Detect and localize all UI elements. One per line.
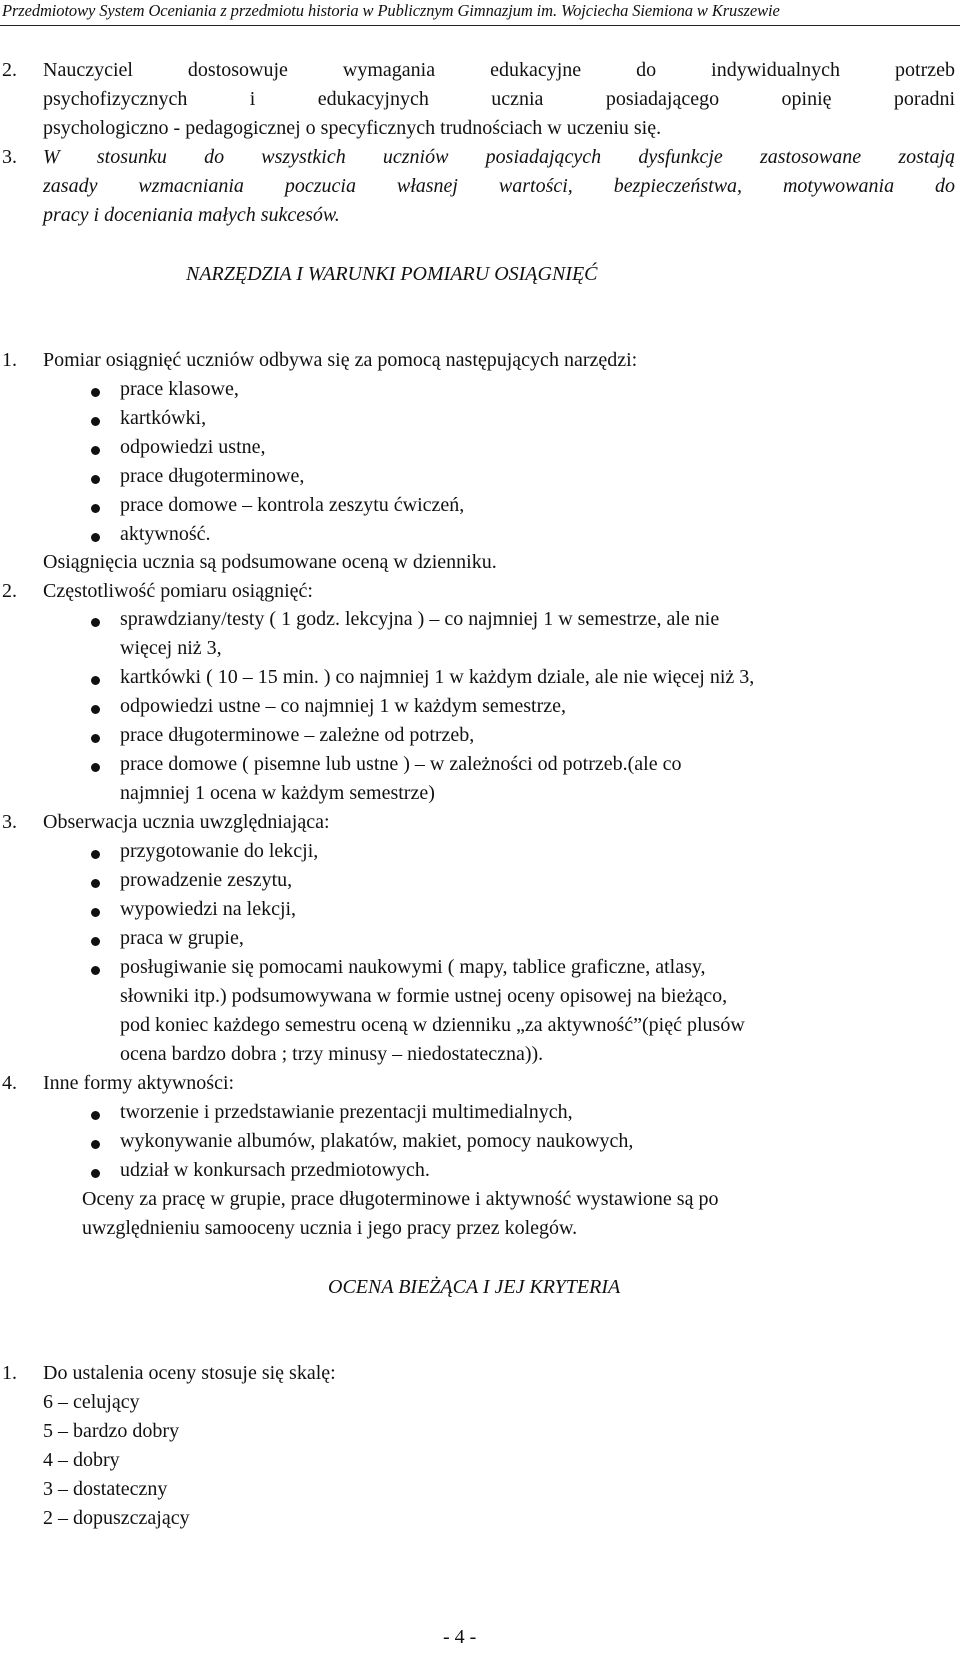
list-item: praca w grupie,	[120, 927, 244, 949]
list-item: prace długoterminowe – zależne od potrzeb,	[120, 724, 475, 746]
page-number: - 4 -	[443, 1626, 477, 1648]
list-item-continuation: najmniej 1 ocena w każdym semestrze)	[120, 782, 435, 804]
list-item: sprawdziany/testy ( 1 godz. lekcyjna ) – co najmniej 1 w semestrze, ale nie	[120, 608, 720, 630]
item-number: 3.	[2, 811, 17, 833]
bullet	[91, 388, 100, 397]
list-item-continuation: więcej niż 3,	[120, 637, 222, 659]
bullet	[91, 504, 100, 513]
item-number: 2.	[2, 59, 17, 81]
bullet	[91, 850, 100, 859]
list-item: prowadzenie zeszytu,	[120, 869, 293, 891]
bullet	[91, 533, 100, 542]
list-item-continuation: pod koniec każdego semestru oceną w dzienniku „za aktywność”(pięć plusów	[120, 1014, 745, 1036]
text-line: psychofizycznych i edukacyjnych ucznia posiadającego opinię poradni	[43, 88, 955, 110]
list-item: wykonywanie albumów, plakatów, makiet, pomocy naukowych,	[120, 1130, 634, 1152]
list-item: odpowiedzi ustne – co najmniej 1 w każdym semestrze,	[120, 695, 566, 717]
summary-note: Osiągnięcia ucznia są podsumowane oceną w dzienniku.	[43, 551, 497, 573]
list-item: prace domowe ( pisemne lub ustne ) – w zależności od potrzeb.(ale co	[120, 753, 682, 775]
section-heading-narzedzia: NARZĘDZIA I WARUNKI POMIARU OSIĄGNIĘĆ	[186, 263, 598, 285]
list-item: odpowiedzi ustne,	[120, 436, 266, 458]
bullet	[91, 705, 100, 714]
item-number: 1.	[2, 1362, 17, 1384]
list-item: posługiwanie się pomocami naukowymi ( mapy, tablice graficzne, atlasy,	[120, 956, 706, 978]
item-text: Obserwacja ucznia uwzględniająca:	[43, 811, 330, 833]
item-text: Inne formy aktywności:	[43, 1072, 235, 1094]
list-item: prace długoterminowe,	[120, 465, 305, 487]
list-item: prace domowe – kontrola zeszytu ćwiczeń,	[120, 494, 465, 516]
item-text: Częstotliwość pomiaru osiągnięć:	[43, 580, 313, 602]
list-item: przygotowanie do lekcji,	[120, 840, 319, 862]
item-text: Do ustalenia oceny stosuje się skalę:	[43, 1362, 336, 1384]
text-line: zasady wzmacniania poczucia własnej wartości, bezpieczeństwa, motywowania do	[43, 175, 955, 197]
section-heading-ocena: OCENA BIEŻĄCA I JEJ KRYTERIA	[328, 1276, 621, 1298]
bullet	[91, 676, 100, 685]
list-item: kartkówki ( 10 – 15 min. ) co najmniej 1 w każdym dziale, ale nie więcej niż 3,	[120, 666, 755, 688]
scale-entry: 5 – bardzo dobry	[43, 1420, 180, 1442]
summary-note: uwzględnieniu samooceny ucznia i jego pracy przez kolegów.	[82, 1217, 578, 1239]
list-item: tworzenie i przedstawianie prezentacji multimedialnych,	[120, 1101, 573, 1123]
list-item-continuation: słowniki itp.) podsumowywana w formie ustnej oceny opisowej na bieżąco,	[120, 985, 728, 1007]
bullet	[91, 446, 100, 455]
scale-entry: 4 – dobry	[43, 1449, 120, 1471]
scale-entry: 3 – dostateczny	[43, 1478, 168, 1500]
bullet	[91, 1140, 100, 1149]
bullet	[91, 937, 100, 946]
list-item: prace klasowe,	[120, 378, 239, 400]
bullet	[91, 618, 100, 627]
bullet	[91, 1169, 100, 1178]
text-line: W stosunku do wszystkich uczniów posiadających dysfunkcje zastosowane zostają	[43, 146, 955, 168]
scale-entry: 6 – celujący	[43, 1391, 140, 1413]
list-item: aktywność.	[120, 523, 211, 545]
bullet	[91, 417, 100, 426]
bullet	[91, 966, 100, 975]
list-item-continuation: ocena bardzo dobra ; trzy minusy – niedostateczna)).	[120, 1043, 544, 1065]
scale-entry: 2 – dopuszczający	[43, 1507, 190, 1529]
list-item: udział w konkursach przedmiotowych.	[120, 1159, 430, 1181]
bullet	[91, 734, 100, 743]
bullet	[91, 1111, 100, 1120]
bullet	[91, 908, 100, 917]
list-item: wypowiedzi na lekcji,	[120, 898, 297, 920]
item-text: Pomiar osiągnięć uczniów odbywa się za pomocą następujących narzędzi:	[43, 349, 638, 371]
bullet	[91, 475, 100, 484]
text-line: Nauczyciel dostosowuje wymagania edukacyjne do indywidualnych potrzeb	[43, 59, 955, 81]
list-item: kartkówki,	[120, 407, 207, 429]
item-number: 2.	[2, 580, 17, 602]
item-number: 1.	[2, 349, 17, 371]
page-header	[0, 0, 960, 26]
header-title: Przedmiotowy System Oceniania z przedmiotu historia w Publicznym Gimnazjum im. Wojciecha Siemiona w Kruszewie	[2, 1, 780, 20]
text-line: psychologiczno - pedagogicznej o specyficznych trudnościach w uczeniu się.	[43, 117, 662, 139]
item-number: 3.	[2, 146, 17, 168]
text-line: pracy i doceniania małych sukcesów.	[43, 204, 340, 226]
item-number: 4.	[2, 1072, 17, 1094]
summary-note: Oceny za pracę w grupie, prace długoterminowe i aktywność wystawione są po	[82, 1188, 719, 1210]
bullet	[91, 879, 100, 888]
bullet	[91, 763, 100, 772]
